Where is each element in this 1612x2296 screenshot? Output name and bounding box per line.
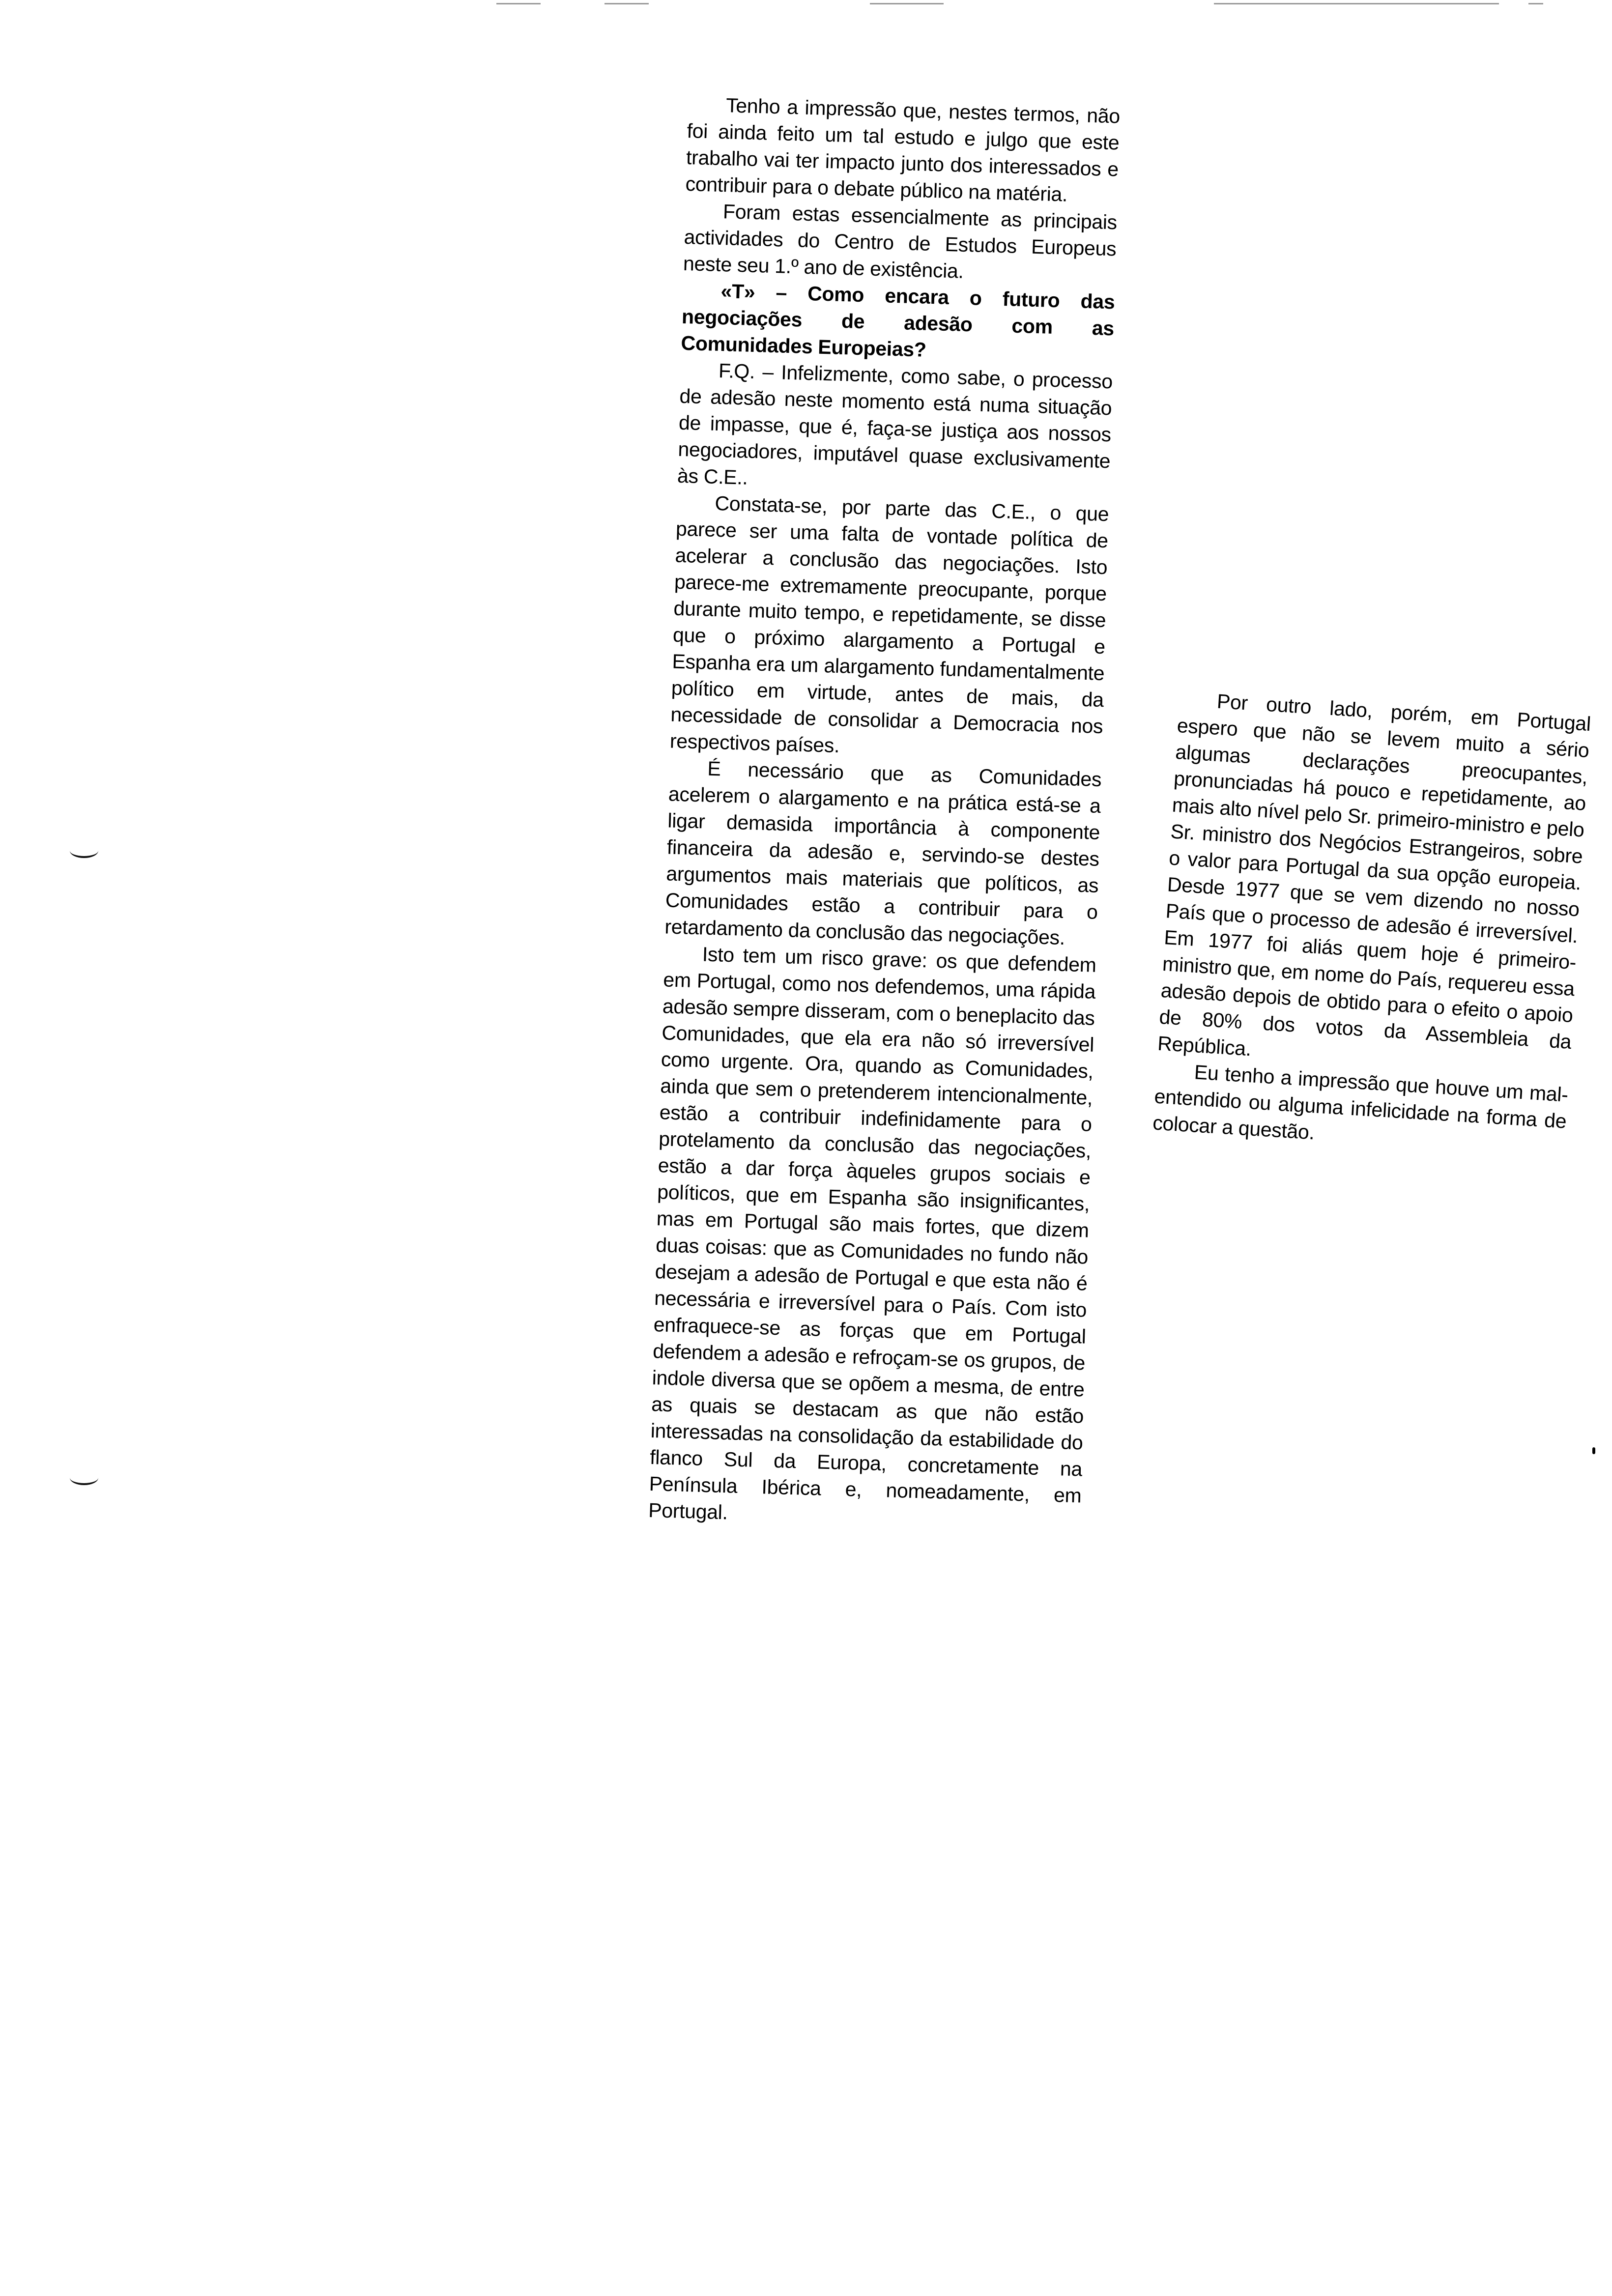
top-edge-rule	[1214, 3, 1499, 4]
punch-hole-mark	[70, 1470, 98, 1485]
interview-answer: F.Q. – Infelizmente, como sabe, o processo de adesão neste momento está numa situação de impasse, que é, faça-se justiça aos nossos negociadores, imputável quase exclusivamente às C.E..	[677, 359, 1113, 489]
paragraph: Foram estas essencialmente as principais actividades do Centro de Estudos Europeus neste seu 1.º ano de existência.	[683, 200, 1118, 283]
paragraph: Tenho a impressão que, nestes termos, não foi ainda feito um tal estudo e julgo que este trabalho vai ter impacto junto dos interessados e contribuir para o debate público na matéria.	[685, 94, 1121, 206]
top-edge-rule	[496, 3, 541, 4]
punch-hole-mark	[70, 843, 98, 858]
paragraph: Eu tenho a impressão que houve um mal-entendido ou alguma infelicidade na forma de colocar a questão.	[1152, 1061, 1569, 1144]
top-edge-rule	[1528, 3, 1543, 4]
top-edge-rule	[870, 3, 944, 4]
paragraph: É necessário que as Comunidades acelerem o alargamento e na prática está-se a ligar demasida importância à componente financeira da adesão e, servindo-se destes argumentos mais materiais que políticos, as Comunidades estão a contribuir para o retardamento da conclusão das negociações.	[664, 757, 1102, 949]
top-edge-rule	[604, 3, 649, 4]
paragraph: Por outro lado, porém, em Portugal espero que não se levem muito a sério algumas declarações preocupantes, pronunciadas há pouco e repetidamente, ao mais alto nível pelo Sr. primeiro-ministro e pelo Sr. ministro dos Negócios Estrangeiros, sobre o valor para Portugal da sua opção europeia. Desde 1977 que se vem dizendo no nosso País que o processo de adesão é irreversível. Em 1977 foi aliás quem hoje é primeiro-ministro que, em nome do País, requereu essa adesão depois de obtido para o efeito o apoio de 80% dos votos da Assembleia da República.	[1157, 689, 1592, 1061]
paragraph: Isto tem um risco grave: os que defendem em Portugal, como nos defendemos, uma rápida adesão sempre disseram, com o beneplacito das Comunidades, que ela era não só irreversível como urgente. Ora, quando as Comunidades, ainda que sem o pretenderem intencionalmente, estão a contribuir indefinidamente para o protelamento da conclusão das negociações, estão a dar força àqueles grupos sociais e políticos, que em Espanha são insignificantes, mas em Portugal são mais fortes, que dizem duas coisas: que as Comunidades no fundo não desejam a adesão de Portugal e que esta não é necessária e irreversível para o País. Com isto enfraquece-se as forças que em Portugal defendem a adesão e refroçam-se os grupos, de indole diversa que se opõem a mesma, de entre as quais se destacam as que não estão interessadas na consolidação da estabilidade do flanco Sul da Europa, concretamente na Península Ibérica e, nomeadamente, em Portugal.	[648, 943, 1097, 1524]
paragraph: Constata-se, por parte das C.E., o que parece ser uma falta de vontade política de acelerar a conclusão das negociações. Isto parece-me extremamente preocupante, porque durante muito tempo, e repetidamente, se disse que o próximo alargamento a Portugal e Espanha era um alargamento fundamentalmente político em virtude, antes de mais, da necessidade de consolidar a Democracia nos respectivos países.	[669, 491, 1109, 757]
interview-question: «T» – Como encara o futuro das negociações de adesão com as Comunidades Europeias?	[681, 280, 1115, 361]
article-column-right	[1152, 686, 1591, 1161]
scan-speck	[1592, 1447, 1595, 1454]
article-column-left	[648, 91, 1121, 1535]
